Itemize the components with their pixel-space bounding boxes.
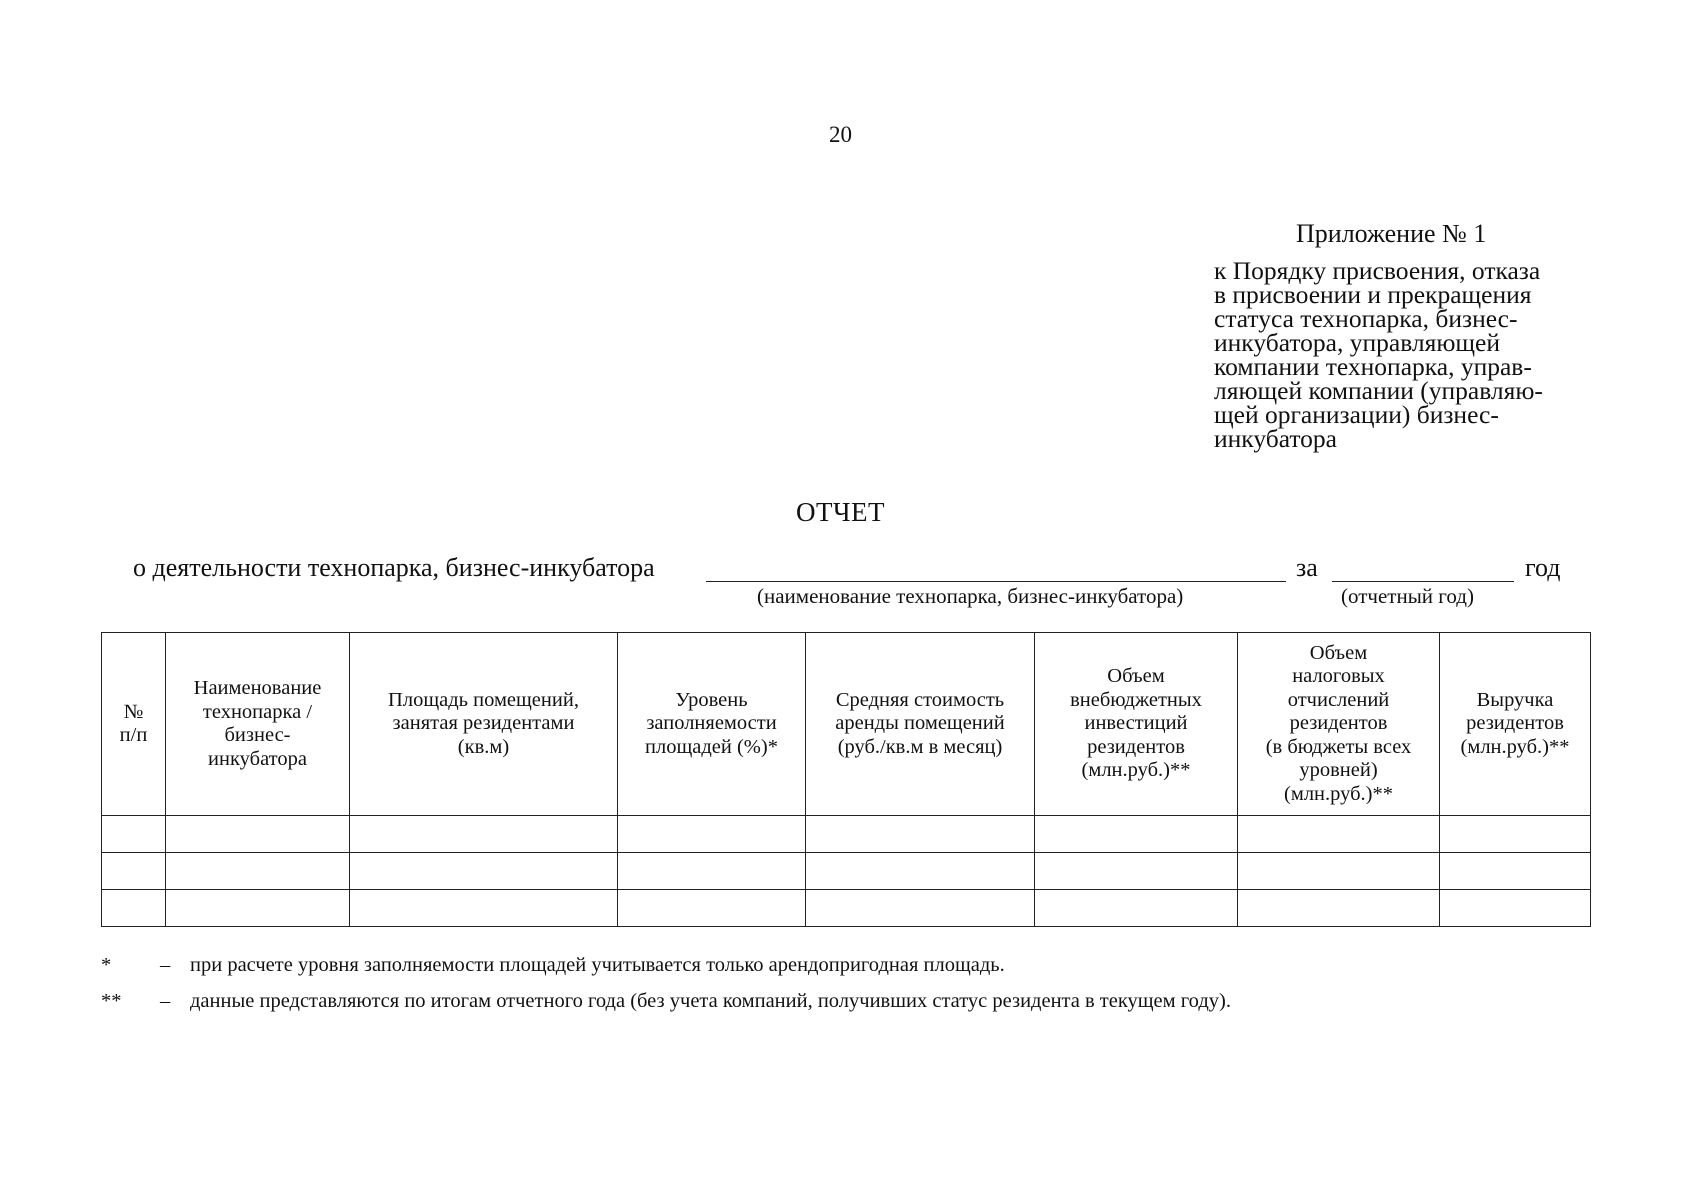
appendix-line: инкубатора, управляющей	[1214, 328, 1501, 357]
report-subtitle	[133, 553, 1561, 583]
appendix-line: статуса технопарка, бизнес-	[1214, 304, 1518, 333]
footnote-mark: *	[101, 954, 112, 976]
table-cell[interactable]	[1035, 890, 1238, 927]
appendix-line: к Порядку присвоения, отказа	[1214, 256, 1541, 285]
table-row	[102, 890, 1591, 927]
appendix-line: в присвоении и прекращения	[1214, 280, 1532, 309]
table-cell[interactable]	[618, 890, 806, 927]
year-field-hint: (отчетный год)	[1341, 584, 1474, 608]
table-cell[interactable]	[102, 890, 166, 927]
footnote-dash: –	[160, 954, 171, 976]
table-row	[102, 816, 1591, 853]
report-table	[101, 632, 1591, 927]
table-cell[interactable]	[166, 853, 350, 890]
table-cell[interactable]	[1440, 890, 1591, 927]
table-cell[interactable]	[1238, 853, 1440, 890]
appendix-line: ляющей компании (управляю-	[1214, 376, 1543, 405]
footnote-text: данные представляются по итогам отчетного года (без учета компаний, получивших статус резидента в текущем году).	[190, 990, 1231, 1012]
table-cell[interactable]	[806, 853, 1035, 890]
header-cell-name: Наименование технопарка / бизнес- инкубатора	[166, 633, 350, 816]
table-cell[interactable]	[102, 816, 166, 853]
table-cell[interactable]	[1035, 853, 1238, 890]
appendix-title: Приложение № 1	[1296, 219, 1487, 248]
report-title: ОТЧЕТ	[795, 497, 886, 527]
table-cell[interactable]	[166, 890, 350, 927]
table-cell[interactable]	[350, 816, 618, 853]
footnote-mark: **	[101, 990, 122, 1012]
table-cell[interactable]	[806, 890, 1035, 927]
table-cell[interactable]	[350, 890, 618, 927]
table-cell[interactable]	[1238, 816, 1440, 853]
appendix-line: компании технопарка, управ-	[1214, 352, 1532, 381]
header-cell-rent: Средняя стоимость аренды помещений (руб./кв.м в месяц)	[806, 633, 1035, 816]
table-cell[interactable]	[102, 853, 166, 890]
header-cell-area: Площадь помещений, занятая резидентами (кв.м)	[350, 633, 618, 816]
table-cell[interactable]	[1035, 816, 1238, 853]
subtitle-year-word: год	[1525, 553, 1561, 582]
page-number: 20	[829, 122, 852, 147]
year-blank-field[interactable]	[1332, 553, 1514, 582]
header-cell-number: № п/п	[102, 633, 166, 816]
header-cell-investments: Объем внебюджетных инвестиций резидентов (млн.руб.)**	[1035, 633, 1238, 816]
table-cell[interactable]	[166, 816, 350, 853]
table-header-row	[102, 633, 1591, 816]
table-cell[interactable]	[1440, 853, 1591, 890]
appendix-line: щей организации) бизнес-	[1214, 400, 1499, 429]
appendix-line: инкубатора	[1214, 424, 1337, 453]
footnote-text: при расчете уровня заполняемости площадей учитывается только арендопригодная площадь.	[190, 954, 1005, 976]
table-cell[interactable]	[1238, 890, 1440, 927]
table-cell[interactable]	[618, 816, 806, 853]
name-field-hint: (наименование технопарка, бизнес-инкубатора)	[757, 584, 1184, 608]
header-cell-occupancy: Уровень заполняемости площадей (%)*	[618, 633, 806, 816]
header-cell-revenue: Выручка резидентов (млн.руб.)**	[1440, 633, 1591, 816]
name-blank-field[interactable]	[706, 553, 1286, 582]
subtitle-prefix: о деятельности технопарка, бизнес-инкубатора	[133, 553, 655, 582]
header-cell-taxes: Объем налоговых отчислений резидентов (в бюджеты всех уровней) (млн.руб.)**	[1238, 633, 1440, 816]
table-cell[interactable]	[618, 853, 806, 890]
table-row	[102, 853, 1591, 890]
table-cell[interactable]	[1440, 816, 1591, 853]
table-cell[interactable]	[350, 853, 618, 890]
subtitle-for-word: за	[1296, 553, 1318, 582]
table-cell[interactable]	[806, 816, 1035, 853]
footnote-dash: –	[160, 990, 171, 1012]
appendix-text	[1214, 256, 1634, 453]
